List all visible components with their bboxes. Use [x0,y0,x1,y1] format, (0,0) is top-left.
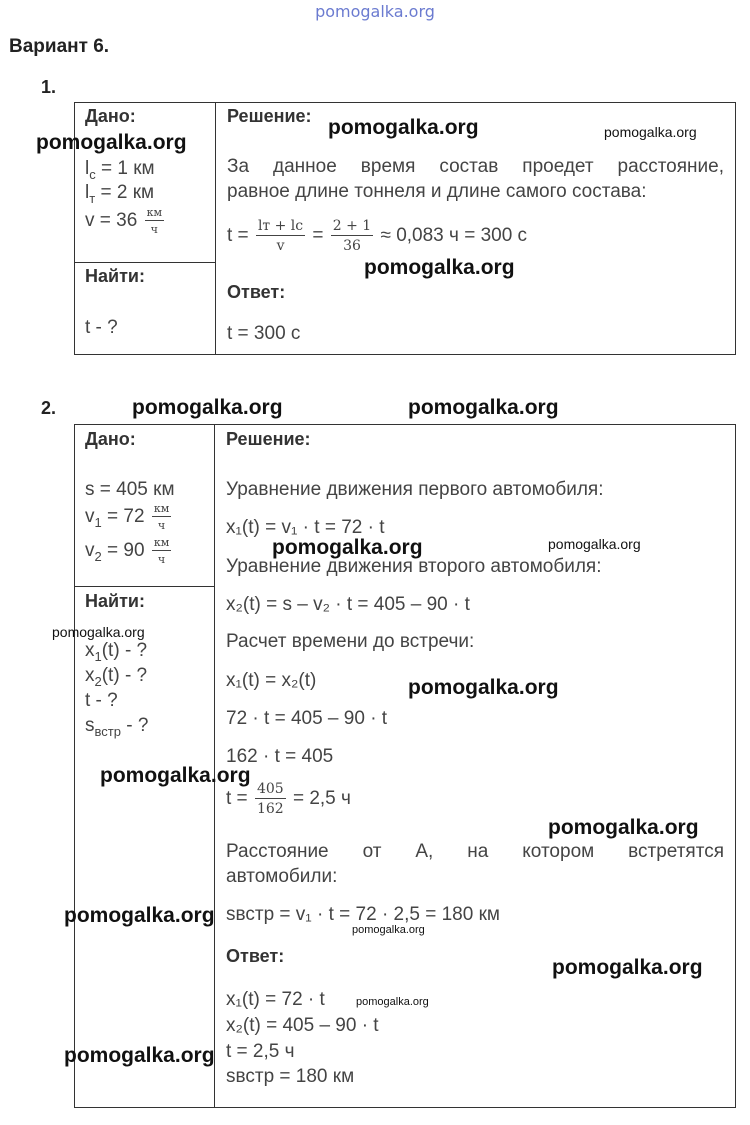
task1-column-divider [215,102,216,355]
task2-given-v1: $v_1 = 72$ $\frac{км}{ч}$ [85,502,170,532]
task2-answer-header: Ответ: [226,946,285,966]
task1-text-line2: равное длине тоннеля и длине самого состава: [227,181,647,202]
task2-step2: 72 · t = 405 – 90 · t [226,708,388,729]
task2-number: 2. [41,398,57,418]
task2-find-header: Найти: [85,591,145,611]
watermark-text: pomogalka.org [52,624,145,640]
task2-eq2: x₂(t) = s – v₂ · t = 405 – 90 · t [226,594,470,615]
task2-given-v2: $v_2 = 90$ $\frac{км}{ч}$ [85,536,170,566]
task1-answer-header: Ответ: [227,282,286,302]
task2-given-header: Дано: [85,429,136,449]
task2-find-x1: $x_1(t)$ - ? [85,640,148,664]
watermark-text: pomogalka.org [36,131,187,154]
watermark-text: pomogalka.org [364,256,515,279]
task2-find-s: $s_{встр}$ - ? [85,715,149,739]
watermark-text: pomogalka.org [64,904,215,927]
watermark-text: pomogalka.org [356,996,429,1008]
task2-given-divider [74,586,215,587]
task2-step4: t = $\frac{405}{162}$ = 2,5 ч [226,781,351,817]
variant-title: Вариант 6. [9,36,110,57]
task2-eq2-label: Уравнение движения второго автомобиля: [226,556,602,577]
task2-eq1-label: Уравнение движения первого автомобиля: [226,479,604,500]
task1-text-line1: За данное время состав проедет расстояние, [227,156,724,177]
task2-eq1: x₁(t) = v₁ · t = 72 · t [226,517,385,538]
task1-answer: t = 300 с [227,323,301,344]
watermark-text: pomogalka.org [408,396,559,419]
task2-time-label: Расчет времени до встречи: [226,631,475,652]
watermark-text: pomogalka.org [352,924,425,936]
watermark-text: pomogalka.org [100,764,251,787]
task1-formula: t = $\frac{lт + lс}{v}$ = $\frac{2 + 1}{36}$ ≈ 0,083 ч = 300 с [227,218,528,254]
task2-answer-s: sвстр = 180 км [226,1066,355,1087]
watermark-text: pomogalka.org [408,676,559,699]
watermark-text: pomogalka.org [604,124,697,140]
watermark-text: pomogalka.org [64,1044,215,1067]
task2-step1: x₁(t) = x₂(t) [226,670,317,691]
task1-solution-header: Решение: [227,106,312,126]
watermark-text: pomogalka.org [552,956,703,979]
task2-dist-label-line1: Расстояние от А, на котором встретятся [226,841,724,862]
task1-given-divider [74,262,216,263]
task2-dist: sвстр = v₁ · t = 72 · 2,5 = 180 км [226,904,500,925]
task2-solution-header: Решение: [226,429,311,449]
watermark-text: pomogalka.org [548,816,699,839]
watermark-text: pomogalka.org [132,396,283,419]
task1-number: 1. [41,77,57,97]
task1-given-v: v = 36 $\frac{км}{ч}$ [85,206,163,236]
task2-answer-t: t = 2,5 ч [226,1041,295,1062]
task2-answer-x1: x₁(t) = 72 · t [226,989,325,1010]
task1-given-header: Дано: [85,106,136,126]
task2-find-x2: $x_2(t)$ - ? [85,665,148,689]
top-watermark: pomogalka.org [315,2,435,21]
watermark-text: pomogalka.org [548,536,641,552]
task2-step3: 162 · t = 405 [226,746,334,767]
task1-find: t - ? [85,317,118,338]
task2-answer-x2: x₂(t) = 405 – 90 · t [226,1015,379,1036]
task1-given-lt: $l_т = 2$ км [85,182,155,206]
watermark-text: pomogalka.org [272,536,423,559]
task1-find-header: Найти: [85,266,145,286]
watermark-text: pomogalka.org [328,116,479,139]
task2-given-s: s = 405 км [85,479,175,500]
task1-given-lc: $l_с = 1$ км [85,158,155,182]
task2-find-t: t - ? [85,690,118,711]
task2-dist-label-line2: автомобили: [226,866,338,887]
